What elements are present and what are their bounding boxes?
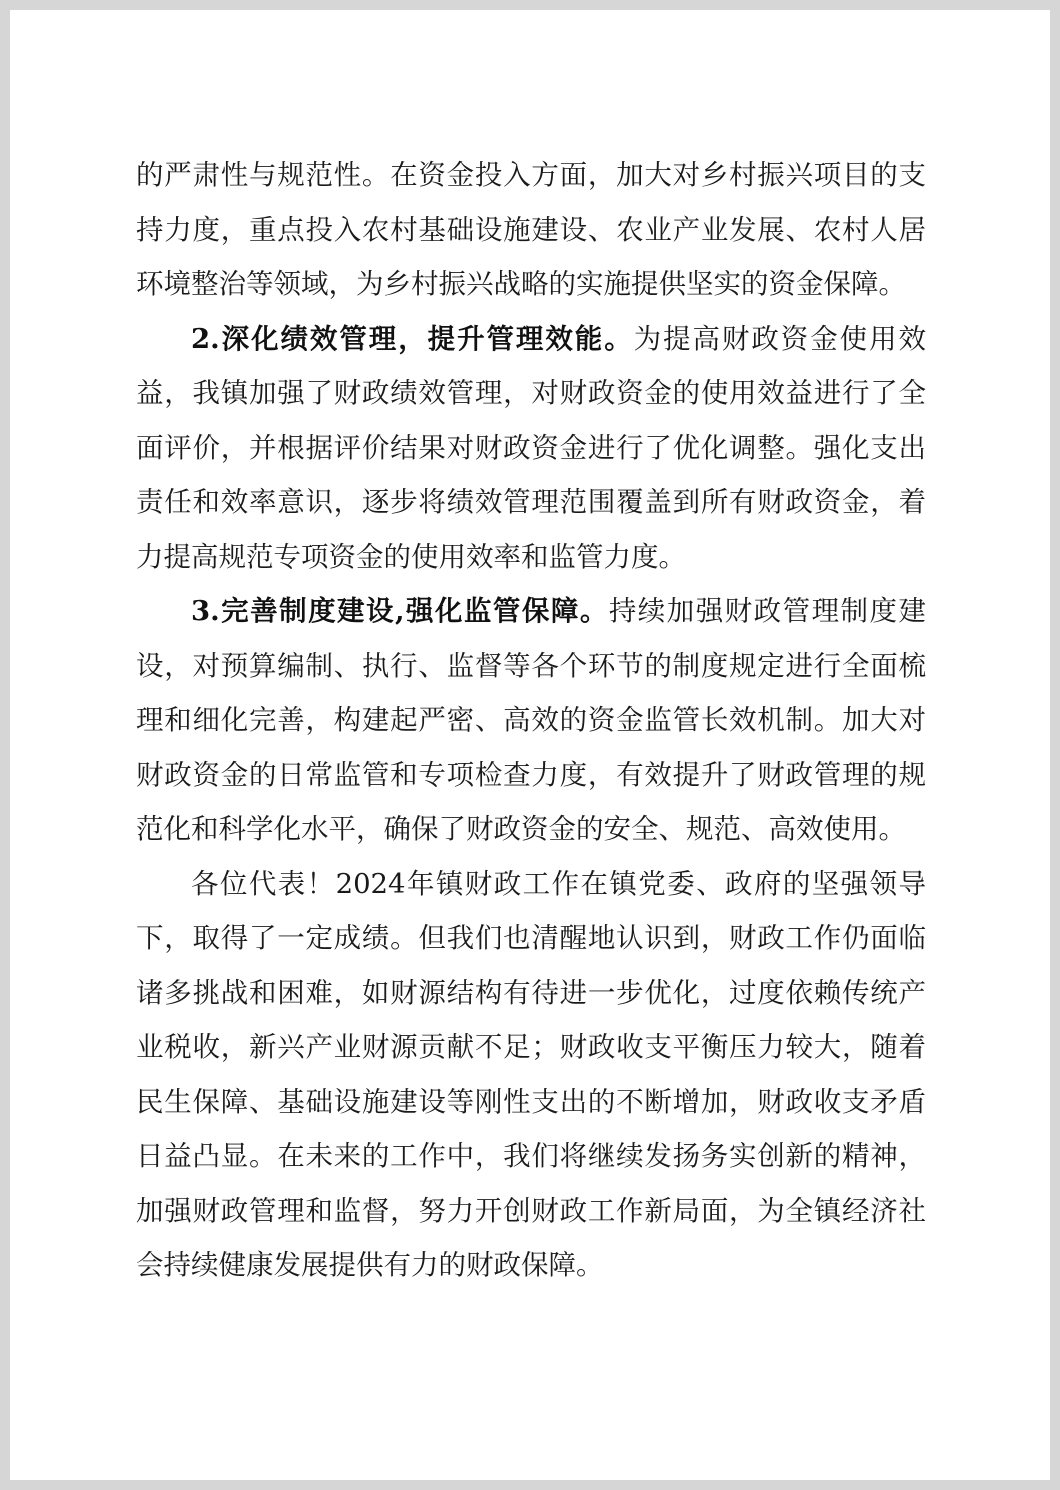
paragraph-text: 持续加强财政管理制度建设，对预算编制、执行、监督等各个环节的制度规定进行全面梳理和细化完善，构建起严密、高效的资金监管长效机制。加大对财政资金的日常监管和专项检查力度，有效提升了财政管理的规范化和科学化水平，确保了财政资金的安全、规范、高效使用。 xyxy=(136,595,926,845)
document-body xyxy=(136,148,926,1293)
paragraph-text: 的严肃性与规范性。在资金投入方面，加大对乡村振兴项目的支持力度，重点投入农村基础设施建设、农业产业发展、农村人居环境整治等领域，为乡村振兴战略的实施提供坚实的资金保障。 xyxy=(136,159,926,300)
paragraph-text: 为提高财政资金使用效益，我镇加强了财政绩效管理，对财政资金的使用效益进行了全面评价，并根据评价结果对财政资金进行了优化调整。强化支出责任和效率意识，逐步将绩效管理范围覆盖到所有财政资金，着力提高规范专项资金的使用效率和监管力度。 xyxy=(136,322,926,573)
paragraph-text: 各位代表！2024年镇财政工作在镇党委、政府的坚强领导下，取得了一定成绩。但我们也清醒地认识到，财政工作仍面临诸多挑战和困难，如财源结构有待进一步优化，过度依赖传统产业税收，新兴产业财源贡献不足；财政收支平衡压力较大，随着民生保障、基础设施建设等刚性支出的不断增加，财政收支矛盾日益凸显。在未来的工作中，我们将继续发扬务实创新的精神，加强财政管理和监督，努力开创财政工作新局面，为全镇经济社会持续健康发展提供有力的财政保障。 xyxy=(136,867,926,1281)
paragraph-system-building xyxy=(136,584,926,857)
paragraph-performance-management xyxy=(136,312,926,585)
paragraph-continuation xyxy=(136,148,926,312)
paragraph-heading: 2.深化绩效管理，提升管理效能。 xyxy=(191,322,634,355)
paragraph-heading: 3.完善制度建设,强化监管保障。 xyxy=(191,595,609,627)
paragraph-summary xyxy=(136,857,926,1293)
document-page xyxy=(10,10,1050,1480)
